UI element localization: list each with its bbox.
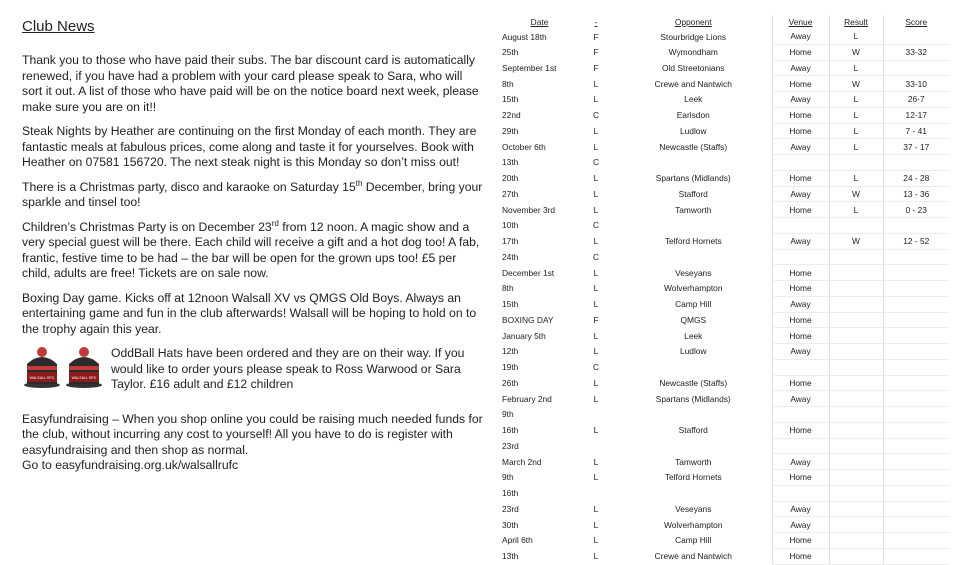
fixture-score	[883, 328, 949, 344]
fixtures-body	[497, 29, 949, 564]
table-row	[497, 44, 949, 60]
fixture-result: W	[829, 186, 883, 202]
table-row	[497, 548, 949, 564]
fixture-date: 9th	[502, 409, 514, 420]
childrens-party-paragraph: Children’s Christmas Party is on December 23rd from 12 noon. A magic show and a very special guest will be there. Each child will receive a gift and a hot dog too! A fab, frantic, festive time to be had – the bar will be open for the grown ups too! £5 per child, adults are free! Tickets are on sale now.	[22, 218, 480, 280]
fixture-score	[883, 375, 949, 391]
table-row	[497, 533, 949, 549]
fixture-opponent: Spartans (Midlands)	[655, 173, 731, 184]
fixture-result	[829, 265, 883, 281]
fixture-date: 13th	[502, 551, 519, 562]
fixture-venue: Away	[772, 454, 829, 470]
fixture-result	[829, 533, 883, 549]
fixture-type: L	[593, 472, 599, 483]
fixture-date: 16th	[502, 488, 519, 499]
fixtures-header-row	[497, 15, 949, 29]
fixture-result	[829, 375, 883, 391]
fixture-opponent: Spartans (Midlands)	[655, 393, 731, 404]
header-result: Result	[829, 15, 883, 29]
fixture-score	[883, 296, 949, 312]
fixture-date: BOXING DAY	[502, 314, 554, 325]
table-row	[497, 139, 949, 155]
fixture-venue: Away	[772, 233, 829, 249]
fixture-opponent: Stafford	[678, 188, 708, 199]
table-row	[497, 265, 949, 281]
fixture-date: October 6th	[502, 141, 546, 152]
fixture-opponent: Camp Hill	[675, 299, 712, 310]
fixture-venue: Home	[772, 533, 829, 549]
fixture-opponent: Wolverhampton	[664, 519, 723, 530]
fixture-opponent: Crewe and Nantwich	[654, 551, 732, 562]
fixture-result	[829, 249, 883, 265]
fixture-opponent	[615, 438, 772, 454]
fixture-venue: Away	[772, 60, 829, 76]
fixture-opponent	[615, 407, 772, 423]
fixture-opponent: Veseyans	[675, 503, 712, 514]
fixture-result	[829, 422, 883, 438]
fixture-opponent	[615, 485, 772, 501]
fixture-score: 7 - 41	[883, 123, 949, 139]
fixture-result	[829, 296, 883, 312]
fixture-score: 37 - 17	[883, 139, 949, 155]
fixture-opponent	[615, 359, 772, 375]
fixture-opponent: Earlsdon	[676, 110, 710, 121]
fixture-venue: Away	[772, 139, 829, 155]
table-row	[497, 233, 949, 249]
fixture-score	[883, 281, 949, 297]
fixture-type: L	[593, 551, 599, 562]
fixture-result	[829, 517, 883, 533]
fixture-opponent: QMGS	[680, 314, 707, 325]
fixture-date: 17th	[502, 236, 519, 247]
fixture-score	[883, 155, 949, 171]
fixture-opponent: Wolverhampton	[664, 283, 723, 294]
fixture-score	[883, 501, 949, 517]
fixture-result	[829, 501, 883, 517]
fixture-score	[883, 407, 949, 423]
fixture-date: 30th	[502, 519, 519, 530]
header-date: Date	[530, 17, 549, 27]
fixture-date: April 6th	[502, 535, 533, 546]
fixture-type: L	[593, 236, 599, 247]
fixture-venue: Home	[772, 76, 829, 92]
table-row	[497, 29, 949, 44]
fixture-venue: Home	[772, 470, 829, 486]
fixture-date: 8th	[502, 78, 514, 89]
fixture-score	[883, 265, 949, 281]
hats-block	[22, 346, 484, 402]
fixture-score	[883, 29, 949, 44]
fixture-date: 26th	[502, 377, 519, 388]
fixture-type: L	[593, 503, 599, 514]
header-venue: Venue	[772, 15, 829, 29]
fixture-date: 10th	[502, 220, 519, 231]
club-news-title: Club News	[22, 18, 95, 35]
fixture-score	[883, 422, 949, 438]
fixture-result: L	[829, 107, 883, 123]
fixture-date: December 1st	[502, 267, 555, 278]
fixture-result: L	[829, 29, 883, 44]
table-row	[497, 123, 949, 139]
fixture-venue: Home	[772, 281, 829, 297]
table-row	[497, 391, 949, 407]
table-row	[497, 375, 949, 391]
fixture-venue: Home	[772, 265, 829, 281]
fixture-type: L	[593, 125, 599, 136]
fixture-type: L	[593, 94, 599, 105]
fixture-type: C	[592, 362, 600, 373]
fixture-date: September 1st	[502, 62, 557, 73]
fixture-date: 12th	[502, 346, 519, 357]
fixture-venue: Away	[772, 29, 829, 44]
fixture-opponent	[615, 249, 772, 265]
table-row	[497, 296, 949, 312]
fixture-result: L	[829, 60, 883, 76]
fixture-type: L	[593, 393, 599, 404]
fixture-date: 20th	[502, 173, 519, 184]
fixture-type: L	[593, 267, 599, 278]
fixture-date: November 3rd	[502, 204, 556, 215]
table-row	[497, 359, 949, 375]
fixture-opponent	[615, 155, 772, 171]
fixture-date: March 2nd	[502, 456, 542, 467]
header-type: -	[594, 17, 598, 27]
fixture-type: F	[593, 31, 599, 42]
fixture-result	[829, 155, 883, 171]
fixture-date: 8th	[502, 283, 514, 294]
fixture-date: 25th	[502, 47, 519, 58]
fixture-score	[883, 485, 949, 501]
fixture-date: 13th	[502, 157, 519, 168]
fixture-score: 13 - 36	[883, 186, 949, 202]
table-row	[497, 328, 949, 344]
fixture-type: L	[593, 141, 599, 152]
fixture-venue: Home	[772, 312, 829, 328]
fixture-result: L	[829, 92, 883, 108]
svg-text:WALSALL RFC: WALSALL RFC	[71, 376, 97, 380]
fixture-type: F	[593, 62, 599, 73]
fixture-opponent: Newcastle (Staffs)	[659, 377, 728, 388]
fixture-venue: Home	[772, 422, 829, 438]
fixture-date: 15th	[502, 299, 519, 310]
fixture-score	[883, 391, 949, 407]
fixture-date: 22nd	[502, 110, 521, 121]
table-row	[497, 76, 949, 92]
table-row	[497, 170, 949, 186]
fixture-type: L	[593, 425, 599, 436]
table-row	[497, 249, 949, 265]
boxing-day-paragraph: Boxing Day game. Kicks off at 12noon Walsall XV vs QMGS Old Boys. Always an entertaining game and fun in the club afterwards! Walsall will be hoping to hold on to the trophy again this year.	[22, 290, 477, 336]
fixture-result	[829, 359, 883, 375]
fixture-opponent: Ludlow	[679, 125, 707, 136]
fixture-result: W	[829, 76, 883, 92]
fixture-result: W	[829, 233, 883, 249]
fixture-venue: Home	[772, 170, 829, 186]
fixture-type: L	[593, 377, 599, 388]
fixture-type: L	[593, 188, 599, 199]
fixture-type: C	[592, 220, 600, 231]
fixture-date: 24th	[502, 251, 519, 262]
fixture-type: L	[593, 173, 599, 184]
fixture-opponent: Telford Hornets	[664, 472, 722, 483]
fixture-opponent: Wymondham	[668, 47, 718, 58]
fixture-date: 15th	[502, 94, 519, 105]
fixture-result: L	[829, 123, 883, 139]
fixture-score	[883, 60, 949, 76]
bobble-hats-image	[22, 346, 106, 388]
fixture-type	[577, 485, 615, 501]
fixture-venue: Away	[772, 501, 829, 517]
fixture-opponent: Crewe and Nantwich	[654, 78, 732, 89]
table-row	[497, 92, 949, 108]
fixture-date: February 2nd	[502, 393, 552, 404]
svg-text:WALSALL RFC: WALSALL RFC	[29, 376, 55, 380]
fixture-result	[829, 485, 883, 501]
steak-nights-paragraph: Steak Nights by Heather are continuing on the first Monday of each month. They are fantastic meals at fabulous prices, come along and taste it for yourselves. Book with Heather on 07581 156720. The next steak night is this Monday so don’t miss out!	[22, 124, 477, 169]
fixture-date: 29th	[502, 125, 519, 136]
fixture-opponent: Old Streetonians	[662, 62, 725, 73]
fixture-result	[829, 312, 883, 328]
table-row	[497, 517, 949, 533]
fixture-opponent: Ludlow	[679, 346, 707, 357]
fixture-venue: Away	[772, 517, 829, 533]
easyfundraising-paragraph: Easyfundraising – When you shop online you could be raising much needed funds for the club, without incurring any cost to yourself! All you have to do is register with easyfundraising and then shop as normal. Go to easyfundraising.org.uk/walsallrufc	[22, 411, 483, 472]
fixture-venue: Home	[772, 202, 829, 218]
fixture-result	[829, 328, 883, 344]
fixture-result	[829, 407, 883, 423]
fixture-type: L	[593, 535, 599, 546]
christmas-party-paragraph: There is a Christmas party, disco and karaoke on Saturday 15th December, bring your sparkle and tinsel too!	[22, 178, 483, 209]
fixture-opponent: Tamworth	[675, 456, 712, 467]
fixture-result: L	[829, 139, 883, 155]
fixtures-table	[497, 15, 949, 565]
fixture-type: L	[593, 299, 599, 310]
fixture-date: 19th	[502, 362, 519, 373]
fixture-type: F	[593, 47, 599, 58]
fixture-opponent: Telford Hornets	[664, 236, 722, 247]
fixture-result	[829, 438, 883, 454]
fixture-opponent: Leek	[684, 94, 703, 105]
fixture-result	[829, 454, 883, 470]
fixture-date: 23rd	[502, 440, 519, 451]
fixture-opponent: Tamworth	[675, 204, 712, 215]
fixture-score	[883, 249, 949, 265]
fixture-venue: Home	[772, 123, 829, 139]
fixture-result	[829, 218, 883, 234]
fixture-venue	[772, 249, 829, 265]
fixture-score: 12-17	[883, 107, 949, 123]
table-row	[497, 186, 949, 202]
fixture-venue: Away	[772, 296, 829, 312]
fixture-result	[829, 391, 883, 407]
fixture-result: L	[829, 202, 883, 218]
fixture-result	[829, 344, 883, 360]
fixture-score	[883, 533, 949, 549]
fixture-type: L	[593, 204, 599, 215]
fixture-score: 33-32	[883, 44, 949, 60]
fixture-type: C	[592, 157, 600, 168]
fixture-score: 24 - 28	[883, 170, 949, 186]
fixture-type: L	[593, 346, 599, 357]
table-row	[497, 202, 949, 218]
fixture-date: January 5th	[502, 330, 546, 341]
fixture-score: 26-7	[883, 92, 949, 108]
table-row	[497, 344, 949, 360]
table-row	[497, 422, 949, 438]
table-row	[497, 501, 949, 517]
fixture-opponent: Newcastle (Staffs)	[659, 141, 728, 152]
fixture-score	[883, 548, 949, 564]
fixture-type	[577, 438, 615, 454]
fixture-venue: Away	[772, 344, 829, 360]
fixture-score	[883, 438, 949, 454]
fixture-score: 12 - 52	[883, 233, 949, 249]
fixture-date: 16th	[502, 425, 519, 436]
fixture-score	[883, 359, 949, 375]
fixture-type: F	[593, 314, 599, 325]
fixture-venue: Away	[772, 186, 829, 202]
fixture-opponent: Stafford	[678, 425, 708, 436]
fixture-date: 9th	[502, 472, 514, 483]
fixture-venue: Home	[772, 548, 829, 564]
fixture-score	[883, 517, 949, 533]
fixture-venue	[772, 359, 829, 375]
fixture-result	[829, 281, 883, 297]
fixture-date: August 18th	[502, 31, 547, 42]
fixture-score	[883, 344, 949, 360]
easyfundraising-link[interactable]: Go to easyfundraising.org.uk/walsallrufc	[22, 458, 239, 472]
fixture-venue	[772, 485, 829, 501]
table-row	[497, 107, 949, 123]
fixture-score	[883, 454, 949, 470]
oddball-hats-paragraph: OddBall Hats have been ordered and they are on their way. If you would like to order yours please speak to Ross Warwood or Sara Taylor. £16 adult and £12 children	[111, 346, 465, 391]
fixture-score	[883, 312, 949, 328]
table-row	[497, 438, 949, 454]
table-row	[497, 312, 949, 328]
fixture-venue: Away	[772, 391, 829, 407]
fixture-venue: Home	[772, 328, 829, 344]
fixture-type: L	[593, 283, 599, 294]
fixture-type: L	[593, 519, 599, 530]
fixture-opponent: Camp Hill	[675, 535, 712, 546]
fixture-type: L	[593, 330, 599, 341]
fixture-venue: Home	[772, 107, 829, 123]
table-row	[497, 155, 949, 171]
table-row	[497, 281, 949, 297]
fixture-type: L	[593, 456, 599, 467]
fixture-venue	[772, 438, 829, 454]
fixture-opponent: Veseyans	[675, 267, 712, 278]
fixture-opponent	[615, 218, 772, 234]
fixture-opponent: Stourbridge Lions	[660, 31, 727, 42]
table-row	[497, 470, 949, 486]
table-row	[497, 218, 949, 234]
fixture-date: 23rd	[502, 503, 519, 514]
header-opponent: Opponent	[674, 17, 712, 27]
fixture-type: C	[592, 110, 600, 121]
table-row	[497, 60, 949, 76]
fixture-result: W	[829, 44, 883, 60]
fixture-score: 0 - 23	[883, 202, 949, 218]
table-row	[497, 454, 949, 470]
fixture-venue	[772, 407, 829, 423]
fixture-result: L	[829, 170, 883, 186]
fixture-date: 27th	[502, 188, 519, 199]
table-row	[497, 407, 949, 423]
fixture-venue: Home	[772, 375, 829, 391]
fixture-result	[829, 548, 883, 564]
fixture-result	[829, 470, 883, 486]
fixture-type: C	[592, 251, 600, 262]
fixture-venue	[772, 155, 829, 171]
table-row	[497, 485, 949, 501]
club-news-section	[22, 18, 484, 474]
fixture-venue: Home	[772, 44, 829, 60]
fixture-opponent: Leek	[684, 330, 703, 341]
fixture-type	[577, 407, 615, 423]
fixture-score	[883, 470, 949, 486]
fixture-type: L	[593, 78, 599, 89]
fixture-venue: Away	[772, 92, 829, 108]
fixture-score	[883, 218, 949, 234]
subs-paragraph: Thank you to those who have paid their subs. The bar discount card is automatically renewed, if you have had a problem with your card please speak to Sara, who will sort it out. A list of those who have paid will be on the notice board next week, please make sure you are on it!!	[22, 53, 479, 114]
fixture-score: 33-10	[883, 76, 949, 92]
fixture-venue	[772, 218, 829, 234]
header-score: Score	[883, 15, 949, 29]
